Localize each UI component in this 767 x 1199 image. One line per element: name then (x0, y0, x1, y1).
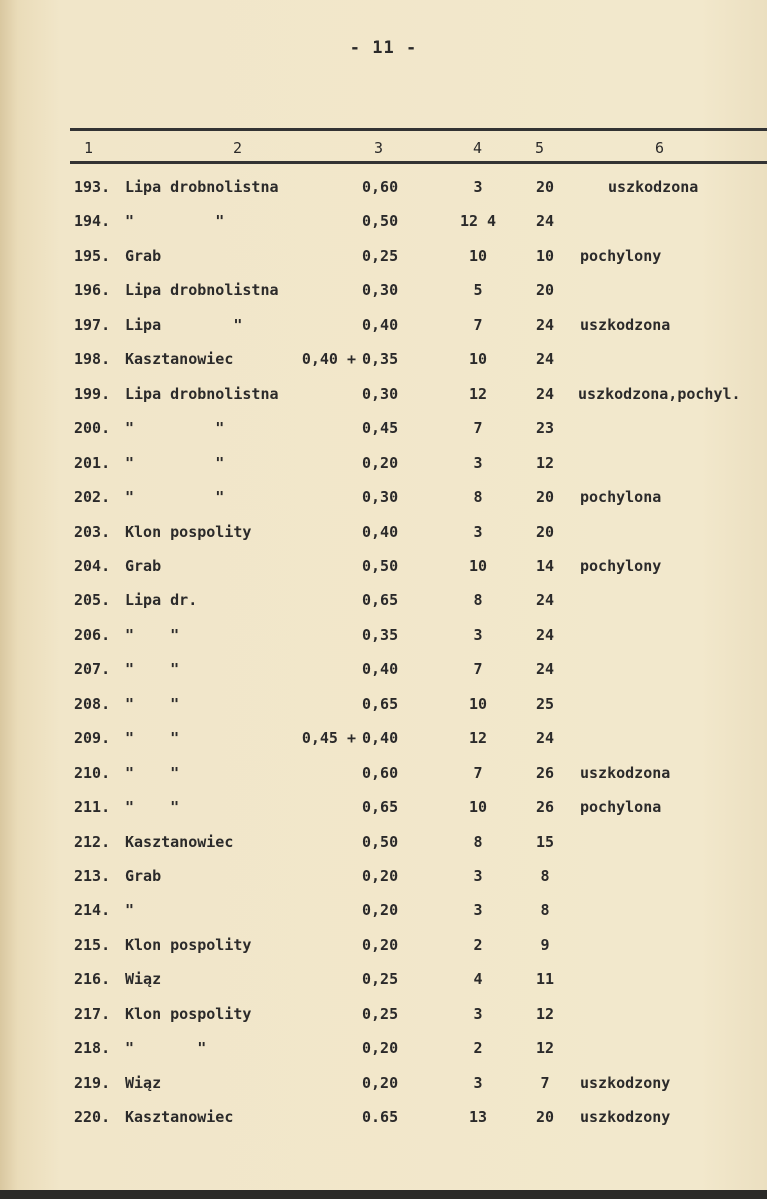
column-header-6: 6 (655, 139, 665, 157)
column-header-5: 5 (535, 139, 545, 157)
height-value: 14 (535, 556, 555, 575)
height-value: 26 (535, 798, 555, 817)
column-header-2: 2 (233, 139, 243, 157)
row-number: 193. (74, 178, 111, 196)
column-4-value: 5 (473, 281, 483, 300)
row-number: 206. (74, 625, 111, 644)
height-value: 20 (535, 1108, 555, 1127)
table-row (0, 419, 767, 443)
height-value: 24 (535, 591, 555, 610)
table-row (0, 247, 767, 271)
row-number: 199. (74, 384, 111, 403)
species-name: Klon pospolity (125, 1004, 252, 1023)
condition-note: pochylona (580, 488, 662, 507)
table-row (0, 798, 767, 822)
extra-diameter: 0,40 + (301, 350, 356, 369)
table-header-rule (70, 161, 767, 164)
diameter-value: 0,65 (362, 798, 399, 817)
table-row (0, 178, 767, 202)
table-row (0, 833, 767, 857)
species-name: Lipa dr. (125, 591, 198, 610)
height-value: 24 (535, 350, 555, 369)
species-name: " " (125, 729, 180, 748)
column-4-value: 10 (468, 694, 488, 713)
row-number: 219. (74, 1073, 111, 1092)
diameter-value: 0,65 (362, 694, 399, 713)
row-number: 200. (74, 419, 111, 438)
height-value: 20 (535, 522, 555, 541)
diameter-value: 0,20 (362, 901, 399, 920)
row-number: 220. (74, 1108, 111, 1127)
height-value: 7 (540, 1073, 550, 1092)
species-name: Lipa drobnolistna (125, 178, 279, 196)
species-name: Klon pospolity (125, 522, 252, 541)
species-name: Kasztanowiec (125, 350, 234, 369)
height-value: 15 (535, 832, 555, 851)
height-value: 26 (535, 763, 555, 782)
diameter-value: 0,65 (362, 591, 399, 610)
height-value: 24 (535, 660, 555, 679)
table-row (0, 454, 767, 478)
column-4-value: 3 (473, 625, 483, 644)
column-4-value: 7 (473, 315, 483, 334)
diameter-value: 0,20 (362, 1073, 399, 1092)
species-name: " " (125, 488, 225, 507)
column-4-value: 7 (473, 660, 483, 679)
diameter-value: 0,40 (362, 522, 399, 541)
species-name: " (125, 901, 135, 920)
column-4-value: 10 (468, 350, 488, 369)
column-header-3: 3 (374, 139, 384, 157)
species-name: Wiąz (125, 970, 162, 989)
row-number: 216. (74, 970, 111, 989)
diameter-value: 0,20 (362, 453, 399, 472)
species-name: Kasztanowiec (125, 1108, 234, 1127)
table-row (0, 867, 767, 891)
column-4-value: 12 4 (459, 212, 497, 231)
species-name: " " (125, 1039, 207, 1058)
row-number: 207. (74, 660, 111, 679)
table-row (0, 626, 767, 650)
species-name: Wiąz (125, 1073, 162, 1092)
row-number: 214. (74, 901, 111, 920)
table-row (0, 729, 767, 753)
column-4-value: 7 (473, 763, 483, 782)
row-number: 205. (74, 591, 111, 610)
row-number: 204. (74, 556, 111, 575)
species-name: " " (125, 419, 225, 438)
table-row (0, 660, 767, 684)
row-number: 196. (74, 281, 111, 300)
species-name: " " (125, 625, 180, 644)
extra-diameter: 0,45 + (301, 729, 356, 748)
height-value: 24 (535, 625, 555, 644)
column-4-value: 10 (468, 798, 488, 817)
species-name: Lipa drobnolistna (125, 281, 279, 300)
diameter-value: 0,40 (362, 315, 399, 334)
table-row (0, 385, 767, 409)
column-4-value: 4 (473, 970, 483, 989)
column-4-value: 8 (473, 488, 483, 507)
row-number: 215. (74, 935, 111, 954)
column-4-value: 8 (473, 832, 483, 851)
condition-note: uszkodzona (580, 763, 671, 782)
table-row (0, 1005, 767, 1029)
column-4-value: 12 (468, 384, 488, 403)
column-4-value: 3 (473, 867, 483, 885)
diameter-value: 0,20 (362, 1039, 399, 1058)
height-value: 24 (535, 729, 555, 748)
table-row (0, 488, 767, 512)
row-number: 217. (74, 1004, 111, 1023)
diameter-value: 0,25 (362, 970, 399, 989)
row-number: 211. (74, 798, 111, 817)
table-row (0, 523, 767, 547)
table-row (0, 591, 767, 615)
row-number: 194. (74, 212, 111, 231)
column-4-value: 8 (473, 591, 483, 610)
height-value: 12 (535, 453, 555, 472)
column-header-4: 4 (473, 139, 483, 157)
condition-note: pochylony (580, 246, 662, 265)
diameter-value: 0,30 (362, 488, 399, 507)
table-row (0, 695, 767, 719)
height-value: 20 (535, 281, 555, 300)
row-number: 195. (74, 246, 111, 265)
height-value: 11 (535, 970, 555, 989)
column-4-value: 3 (473, 522, 483, 541)
page-bottom-edge (0, 1190, 767, 1199)
row-number: 210. (74, 763, 111, 782)
species-name: " " (125, 763, 180, 782)
table-row (0, 1108, 767, 1132)
height-value: 24 (535, 212, 555, 231)
diameter-value: 0,60 (362, 763, 399, 782)
condition-note: uszkodzona (608, 178, 699, 196)
height-value: 8 (540, 867, 550, 885)
diameter-value: 0,50 (362, 556, 399, 575)
condition-note: uszkodzony (580, 1108, 671, 1127)
species-name: Kasztanowiec (125, 832, 234, 851)
column-header-1: 1 (84, 139, 94, 157)
diameter-value: 0,45 (362, 419, 399, 438)
species-name: Grab (125, 246, 162, 265)
species-name: Lipa " (125, 315, 243, 334)
table-row (0, 1074, 767, 1098)
height-value: 12 (535, 1004, 555, 1023)
height-value: 20 (535, 178, 555, 196)
diameter-value: 0,20 (362, 867, 399, 885)
table-row (0, 936, 767, 960)
diameter-value: 0,50 (362, 832, 399, 851)
row-number: 209. (74, 729, 111, 748)
row-number: 213. (74, 867, 111, 885)
table-header (0, 139, 767, 159)
column-4-value: 3 (473, 178, 483, 196)
diameter-value: 0,20 (362, 935, 399, 954)
row-number: 218. (74, 1039, 111, 1058)
diameter-value: 0,25 (362, 246, 399, 265)
height-value: 12 (535, 1039, 555, 1058)
table-row (0, 281, 767, 305)
species-name: Lipa drobnolistna (125, 384, 279, 403)
row-number: 201. (74, 453, 111, 472)
species-name: Grab (125, 556, 162, 575)
column-4-value: 2 (473, 935, 483, 954)
condition-note: uszkodzony (580, 1073, 671, 1092)
table-row (0, 316, 767, 340)
species-name: " " (125, 453, 225, 472)
column-4-value: 7 (473, 419, 483, 438)
column-4-value: 13 (468, 1108, 488, 1127)
row-number: 212. (74, 832, 111, 851)
diameter-value: 0,30 (362, 384, 399, 403)
diameter-value: 0,50 (362, 212, 399, 231)
height-value: 25 (535, 694, 555, 713)
diameter-value: 0,25 (362, 1004, 399, 1023)
species-name: " " (125, 798, 180, 817)
species-name: " " (125, 212, 225, 231)
table-top-rule (70, 128, 767, 131)
diameter-value: 0,60 (362, 178, 399, 196)
height-value: 24 (535, 384, 555, 403)
height-value: 10 (535, 246, 555, 265)
table-row (0, 764, 767, 788)
table-row (0, 1039, 767, 1063)
table-row (0, 557, 767, 581)
table-row (0, 970, 767, 994)
row-number: 208. (74, 694, 111, 713)
column-4-value: 3 (473, 1004, 483, 1023)
height-value: 20 (535, 488, 555, 507)
row-number: 203. (74, 522, 111, 541)
row-number: 197. (74, 315, 111, 334)
height-value: 23 (535, 419, 555, 438)
table-row (0, 901, 767, 925)
height-value: 24 (535, 315, 555, 334)
row-number: 198. (74, 350, 111, 369)
table-row (0, 350, 767, 374)
column-4-value: 3 (473, 1073, 483, 1092)
column-4-value: 12 (468, 729, 488, 748)
column-4-value: 2 (473, 1039, 483, 1058)
condition-note: pochylony (580, 556, 662, 575)
diameter-value: 0,35 (362, 350, 399, 369)
species-name: " " (125, 694, 180, 713)
condition-note: uszkodzona (580, 315, 671, 334)
condition-note: pochylona (580, 798, 662, 817)
table-row (0, 212, 767, 236)
diameter-value: 0.65 (362, 1108, 399, 1127)
page-number: - 11 - (349, 38, 418, 58)
diameter-value: 0,40 (362, 660, 399, 679)
condition-note: uszkodzona,pochyl. (578, 384, 741, 403)
column-4-value: 10 (468, 556, 488, 575)
species-name: Grab (125, 867, 162, 885)
diameter-value: 0,30 (362, 281, 399, 300)
species-name: " " (125, 660, 180, 679)
row-number: 202. (74, 488, 111, 507)
column-4-value: 3 (473, 901, 483, 920)
column-4-value: 10 (468, 246, 488, 265)
height-value: 9 (540, 935, 550, 954)
height-value: 8 (540, 901, 550, 920)
diameter-value: 0,40 (362, 729, 399, 748)
column-4-value: 3 (473, 453, 483, 472)
species-name: Klon pospolity (125, 935, 252, 954)
diameter-value: 0,35 (362, 625, 399, 644)
